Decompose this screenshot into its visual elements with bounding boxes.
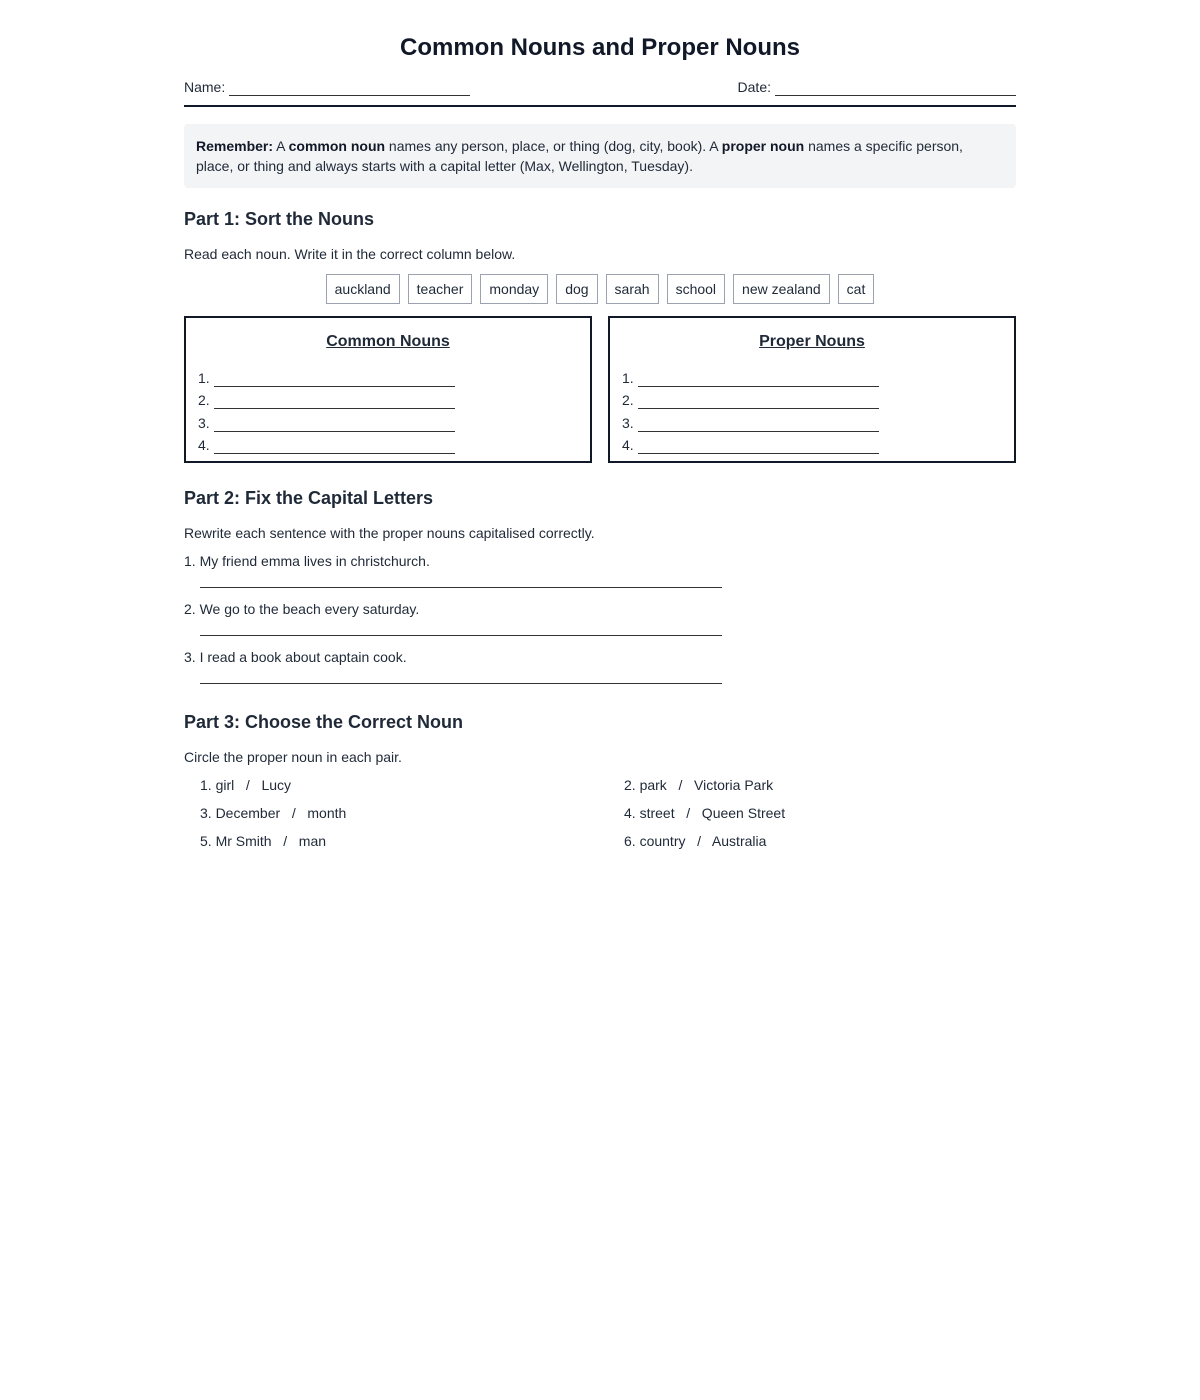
noun-pair[interactable]: 3. December / month [200, 805, 347, 821]
part2-heading: Part 2: Fix the Capital Letters [184, 488, 434, 508]
date-label: Date: [737, 79, 771, 95]
answer-line[interactable] [198, 409, 578, 432]
word-chip: dog [556, 274, 597, 304]
common-nouns-heading: Common Nouns [326, 333, 450, 350]
noun-pair[interactable]: 6. country / Australia [624, 833, 767, 849]
remember-text-3: names a specific person, place, or thing and always starts with a capital letter (Max, Wellington, Tuesday). [196, 138, 963, 174]
sentence-item [184, 600, 1016, 636]
word-chip: school [667, 274, 725, 304]
remember-text-2: names any person, place, or thing (dog, city, book). A [385, 138, 722, 154]
answer-line[interactable] [622, 364, 1002, 387]
answer-blank[interactable] [214, 394, 455, 409]
remember-lead: Remember: [196, 138, 274, 154]
part1-instruction: Read each noun. Write it in the correct column below. [184, 246, 516, 262]
part1-heading: Part 1: Sort the Nouns [184, 209, 375, 229]
answer-line[interactable] [198, 432, 578, 455]
name-field [184, 78, 470, 96]
answer-blank[interactable] [214, 439, 455, 454]
line-number: 2. [622, 392, 634, 408]
proper-noun-term: proper noun [721, 138, 805, 154]
name-blank [229, 81, 470, 96]
date-blank [775, 81, 1016, 96]
proper-nouns-heading: Proper Nouns [759, 333, 865, 350]
line-number: 1. [622, 369, 634, 386]
noun-pair[interactable]: 1. girl / Lucy [200, 777, 292, 793]
answer-line[interactable] [622, 387, 1002, 410]
sentence-text: 3. I read a book about captain cook. [184, 649, 407, 665]
name-date-row [184, 78, 1016, 107]
rewrite-line[interactable] [200, 666, 722, 684]
rewrite-line[interactable] [200, 570, 722, 588]
answer-line[interactable] [198, 387, 578, 410]
proper-nouns-column [608, 316, 1016, 463]
noun-pair[interactable]: 2. park / Victoria Park [624, 777, 774, 793]
word-chip: new zealand [733, 274, 830, 304]
word-bank [184, 274, 1016, 304]
part3-instruction: Circle the proper noun in each pair. [184, 749, 402, 765]
word-chip: teacher [408, 274, 473, 304]
noun-pairs [184, 776, 1016, 850]
word-chip: monday [480, 274, 548, 304]
line-number: 1. [198, 369, 210, 386]
word-chip: cat [838, 274, 875, 304]
common-nouns-column [184, 316, 592, 463]
answer-blank[interactable] [214, 417, 455, 432]
word-chip: auckland [326, 274, 400, 304]
word-chip: sarah [606, 274, 659, 304]
sentence-text: 2. We go to the beach every saturday. [184, 601, 420, 617]
answer-line[interactable] [622, 432, 1002, 455]
noun-pair[interactable]: 5. Mr Smith / man [200, 833, 327, 849]
part2-instruction: Rewrite each sentence with the proper nouns capitalised correctly. [184, 525, 595, 541]
line-number: 2. [198, 392, 210, 408]
rewrite-line[interactable] [200, 618, 722, 636]
sentence-item [184, 648, 1016, 684]
answer-line[interactable] [198, 364, 578, 387]
sentence-item [184, 552, 1016, 588]
page-title: Common Nouns and Proper Nouns [399, 34, 800, 61]
sort-columns [184, 316, 1016, 463]
common-noun-term: common noun [288, 138, 386, 154]
worksheet [184, 0, 1016, 850]
answer-blank[interactable] [638, 417, 879, 432]
date-field [738, 78, 1016, 96]
answer-blank[interactable] [638, 372, 879, 387]
answer-blank[interactable] [214, 372, 455, 387]
remember-text-1: A [273, 138, 289, 154]
line-number: 4. [622, 437, 634, 453]
noun-pair[interactable]: 4. street / Queen Street [624, 805, 786, 821]
line-number: 3. [622, 414, 634, 431]
sentence-text: 1. My friend emma lives in christchurch. [184, 553, 430, 569]
answer-blank[interactable] [638, 439, 879, 454]
line-number: 4. [198, 437, 210, 453]
name-label: Name: [184, 79, 226, 95]
part3-heading: Part 3: Choose the Correct Noun [184, 712, 464, 732]
remember-box [184, 124, 1016, 188]
line-number: 3. [198, 414, 210, 431]
answer-line[interactable] [622, 409, 1002, 432]
answer-blank[interactable] [638, 394, 879, 409]
